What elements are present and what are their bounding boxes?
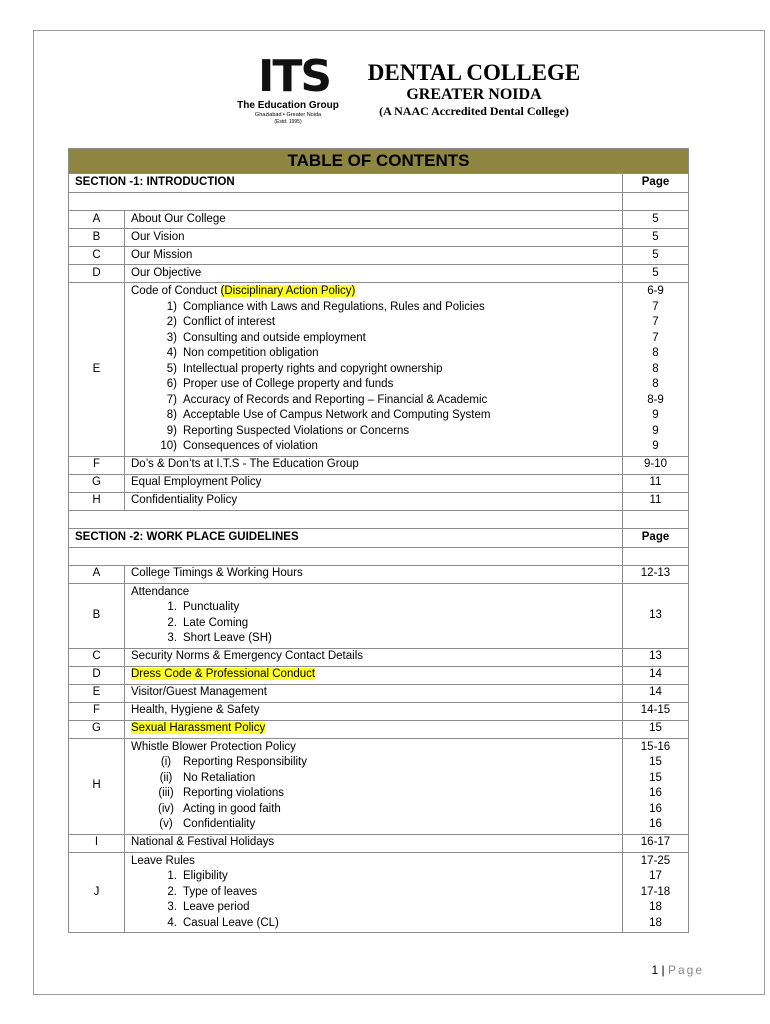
spacer-cell xyxy=(623,510,689,528)
sub-item-text: Non competition obligation xyxy=(183,347,319,359)
sub-item-text: Late Coming xyxy=(183,616,249,629)
logo-group-name: The Education Group xyxy=(237,100,339,111)
highlighted-title: Dress Code & Professional Conduct xyxy=(131,668,316,681)
row-letter: C xyxy=(69,648,125,666)
sub-item-text: Reporting Suspected Violations or Concerns xyxy=(183,424,410,437)
sub-item-text: Type of leaves xyxy=(183,885,258,898)
sub-item-number: 4. xyxy=(167,916,177,929)
spacer-cell xyxy=(69,510,623,528)
sub-item xyxy=(131,346,616,362)
sub-item-number: 5) xyxy=(166,362,177,375)
sub-item xyxy=(131,755,616,771)
row-letter: A xyxy=(69,565,125,583)
page-column-heading: Page xyxy=(623,174,689,193)
sub-item-page: 17-18 xyxy=(640,885,671,898)
sub-item-page: 16 xyxy=(649,818,662,830)
logo-locations: Ghaziabad ▪ Greater Noida xyxy=(254,112,322,118)
row-page: 11 xyxy=(623,492,689,510)
sub-item xyxy=(131,377,616,393)
sub-item-page: 9 xyxy=(652,409,659,421)
row-title: Security Norms & Emergency Contact Details xyxy=(125,648,623,666)
sub-item-text: Confidentiality xyxy=(183,818,256,830)
table-row xyxy=(69,474,689,492)
sub-item xyxy=(131,315,616,331)
row-letter: G xyxy=(69,474,125,492)
sub-item xyxy=(131,869,616,885)
row-page: 16-17 xyxy=(623,834,689,852)
highlighted-title: Sexual Harassment Policy xyxy=(131,722,266,735)
spacer-cell xyxy=(623,193,689,211)
row-title-cell xyxy=(125,666,623,684)
sub-item-number: 6) xyxy=(166,378,177,390)
sub-item xyxy=(131,408,616,424)
row-letter: H xyxy=(69,738,125,834)
sub-item-text: Reporting Responsibility xyxy=(183,756,308,768)
sub-item-page: 18 xyxy=(649,916,662,929)
sub-item-text: Leave period xyxy=(183,901,250,913)
row-page: 9-10 xyxy=(623,456,689,474)
sub-item-number: 2. xyxy=(167,616,177,629)
sub-item-page: 8 xyxy=(652,362,659,375)
highlighted-title: (Disciplinary Action Policy) xyxy=(220,285,356,297)
row-letter: J xyxy=(69,852,125,933)
row-letter: D xyxy=(69,265,125,283)
sub-item xyxy=(131,300,616,316)
sub-item-number: 10) xyxy=(160,440,177,452)
leave-rules-cell xyxy=(125,852,623,933)
row-page: 12-13 xyxy=(623,565,689,583)
sub-item-page: 8 xyxy=(652,378,659,390)
sub-item-number: 3) xyxy=(166,331,177,344)
sub-item-number: 3. xyxy=(167,632,177,644)
college-city: GREATER NOIDA xyxy=(406,86,542,103)
table-row-attendance xyxy=(69,583,689,648)
table-row xyxy=(69,720,689,738)
table-row-leave-rules xyxy=(69,852,689,933)
sub-item-number: 2. xyxy=(167,885,177,898)
sub-item xyxy=(131,393,616,409)
sub-item xyxy=(131,885,616,901)
sub-item-page: 8-9 xyxy=(647,393,664,406)
table-row xyxy=(69,265,689,283)
table-row xyxy=(69,456,689,474)
row-title: Our Vision xyxy=(125,229,623,247)
sub-item-page: 7 xyxy=(652,300,659,313)
sub-item-number: 9) xyxy=(166,424,177,437)
sub-item-text: Compliance with Laws and Regulations, Rules and Policies xyxy=(183,300,485,313)
sub-item-number: 1. xyxy=(167,601,177,613)
row-page: 6-9 xyxy=(647,285,664,297)
row-page: 5 xyxy=(623,229,689,247)
row-letter: H xyxy=(69,492,125,510)
sub-item-page: 15 xyxy=(649,756,662,768)
sub-item-text: Intellectual property rights and copyright ownership xyxy=(183,362,443,375)
sub-item xyxy=(131,817,616,833)
code-of-conduct-title xyxy=(131,284,616,300)
row-title: Equal Employment Policy xyxy=(125,474,623,492)
sub-item xyxy=(131,900,616,916)
table-row-whistle-blower xyxy=(69,738,689,834)
sub-item-number: (v) xyxy=(159,818,173,830)
row-letter: A xyxy=(69,211,125,229)
section1-heading: SECTION -1: INTRODUCTION xyxy=(69,174,623,193)
sub-item-page: 17 xyxy=(649,870,662,882)
row-letter: F xyxy=(69,456,125,474)
sub-item-page: 18 xyxy=(649,901,662,913)
sub-item-text: Proper use of College property and funds xyxy=(183,378,394,390)
sub-item xyxy=(131,916,616,932)
table-row xyxy=(69,648,689,666)
sub-item-text: Consequences of violation xyxy=(183,440,318,452)
row-title: Code of Conduct xyxy=(131,285,221,297)
row-letter: E xyxy=(69,684,125,702)
row-title: Attendance xyxy=(131,585,190,598)
code-of-conduct-pages xyxy=(623,283,689,457)
row-letter: I xyxy=(69,834,125,852)
row-title: College Timings & Working Hours xyxy=(125,565,623,583)
sub-item-text: Accuracy of Records and Reporting – Financial & Academic xyxy=(183,393,488,406)
sub-item-page: 15 xyxy=(649,771,662,784)
sub-item-page: 7 xyxy=(652,316,659,328)
sub-item-page: 8 xyxy=(652,347,659,359)
row-title-cell xyxy=(125,720,623,738)
sub-item-text: Conflict of interest xyxy=(183,316,276,328)
whistle-blower-cell xyxy=(125,738,623,834)
row-letter: B xyxy=(69,229,125,247)
sub-item xyxy=(131,616,616,632)
logo-established: (Estd. 1995) xyxy=(274,119,302,125)
sub-item-number: (i) xyxy=(160,756,172,768)
sub-item-number: (iv) xyxy=(158,802,174,815)
sub-item-number: 1) xyxy=(166,300,177,313)
sub-item-text: Acceptable Use of Campus Network and Computing System xyxy=(183,409,491,421)
sub-item-text: Consulting and outside employment xyxy=(183,331,366,344)
footer-separator: | xyxy=(661,963,665,977)
row-letter: D xyxy=(69,666,125,684)
sub-item-page: 7 xyxy=(652,331,659,344)
row-title: National & Festival Holidays xyxy=(125,834,623,852)
table-of-contents xyxy=(68,148,689,933)
footer-page-number: 1 xyxy=(651,963,659,977)
section2-heading: SECTION -2: WORK PLACE GUIDELINES xyxy=(69,528,623,547)
row-title: About Our College xyxy=(125,211,623,229)
row-title: Whistle Blower Protection Policy xyxy=(131,740,296,753)
table-row xyxy=(69,565,689,583)
sub-item-text: Acting in good faith xyxy=(183,802,281,815)
row-page: 11 xyxy=(623,474,689,492)
sub-item xyxy=(131,631,616,647)
spacer-cell xyxy=(69,547,623,565)
table-row xyxy=(69,666,689,684)
row-title: Visitor/Guest Management xyxy=(125,684,623,702)
row-page: 13 xyxy=(623,648,689,666)
sub-item-page: 16 xyxy=(649,802,662,815)
row-page: 14 xyxy=(623,684,689,702)
row-page: 5 xyxy=(623,247,689,265)
college-name: DENTAL COLLEGE xyxy=(367,60,581,85)
table-row xyxy=(69,834,689,852)
whistle-blower-pages xyxy=(623,738,689,834)
its-logo xyxy=(232,51,344,127)
page-column-heading: Page xyxy=(623,528,689,547)
sub-item-text: Short Leave (SH) xyxy=(183,632,272,644)
sub-item xyxy=(131,600,616,616)
sub-item xyxy=(131,424,616,440)
footer-page-word: Page xyxy=(667,963,704,977)
sub-item xyxy=(131,771,616,787)
page-footer xyxy=(570,963,704,977)
attendance-cell xyxy=(125,583,623,648)
row-page: 5 xyxy=(623,265,689,283)
sub-item-number: 2) xyxy=(166,316,177,328)
row-title: Our Objective xyxy=(125,265,623,283)
sub-item-page: 9 xyxy=(652,424,659,437)
row-letter: C xyxy=(69,247,125,265)
row-page: 15 xyxy=(623,720,689,738)
row-page: 13 xyxy=(623,583,689,648)
code-of-conduct-cell xyxy=(125,283,623,457)
row-letter: G xyxy=(69,720,125,738)
sub-item-number: 7) xyxy=(166,393,177,406)
row-title: Our Mission xyxy=(125,247,623,265)
sub-item-number: 8) xyxy=(166,409,177,421)
table-row-code-of-conduct xyxy=(69,283,689,457)
toc-title: TABLE OF CONTENTS xyxy=(69,149,689,174)
sub-item-text: Casual Leave (CL) xyxy=(183,916,279,929)
row-letter: F xyxy=(69,702,125,720)
row-title: Leave Rules xyxy=(131,854,195,867)
sub-item-number: 4) xyxy=(166,347,177,359)
row-letter: B xyxy=(69,583,125,648)
row-page: 14 xyxy=(623,666,689,684)
row-page: 17-25 xyxy=(640,854,671,867)
spacer-cell xyxy=(69,193,623,211)
sub-item-text: Eligibility xyxy=(183,870,228,882)
row-title: Do’s & Don’ts at I.T.S - The Education Group xyxy=(125,456,623,474)
sub-item-number: 1. xyxy=(167,870,177,882)
row-page: 15-16 xyxy=(640,740,671,753)
row-title: Health, Hygiene & Safety xyxy=(125,702,623,720)
row-letter: E xyxy=(69,283,125,457)
table-row xyxy=(69,229,689,247)
sub-item xyxy=(131,802,616,818)
spacer-cell xyxy=(623,547,689,565)
leave-rules-pages xyxy=(623,852,689,933)
table-row xyxy=(69,211,689,229)
sub-item-text: Punctuality xyxy=(183,601,240,613)
sub-item-number: (ii) xyxy=(159,771,173,784)
sub-item-page: 16 xyxy=(649,787,662,799)
sub-item-text: No Retaliation xyxy=(183,771,256,784)
row-page: 14-15 xyxy=(623,702,689,720)
table-row xyxy=(69,702,689,720)
sub-item xyxy=(131,439,616,455)
table-row xyxy=(69,247,689,265)
sub-item xyxy=(131,331,616,347)
sub-item xyxy=(131,362,616,378)
its-logo-text: ITS xyxy=(258,51,331,102)
table-row xyxy=(69,492,689,510)
table-row xyxy=(69,684,689,702)
sub-item-number: (iii) xyxy=(158,787,174,799)
sub-item-page: 9 xyxy=(652,440,659,452)
row-title: Confidentiality Policy xyxy=(125,492,623,510)
sub-item xyxy=(131,786,616,802)
row-page: 5 xyxy=(623,211,689,229)
college-accreditation: (A NAAC Accredited Dental College) xyxy=(379,104,569,118)
sub-item-number: 3. xyxy=(167,901,177,913)
sub-item-text: Reporting violations xyxy=(183,787,285,799)
